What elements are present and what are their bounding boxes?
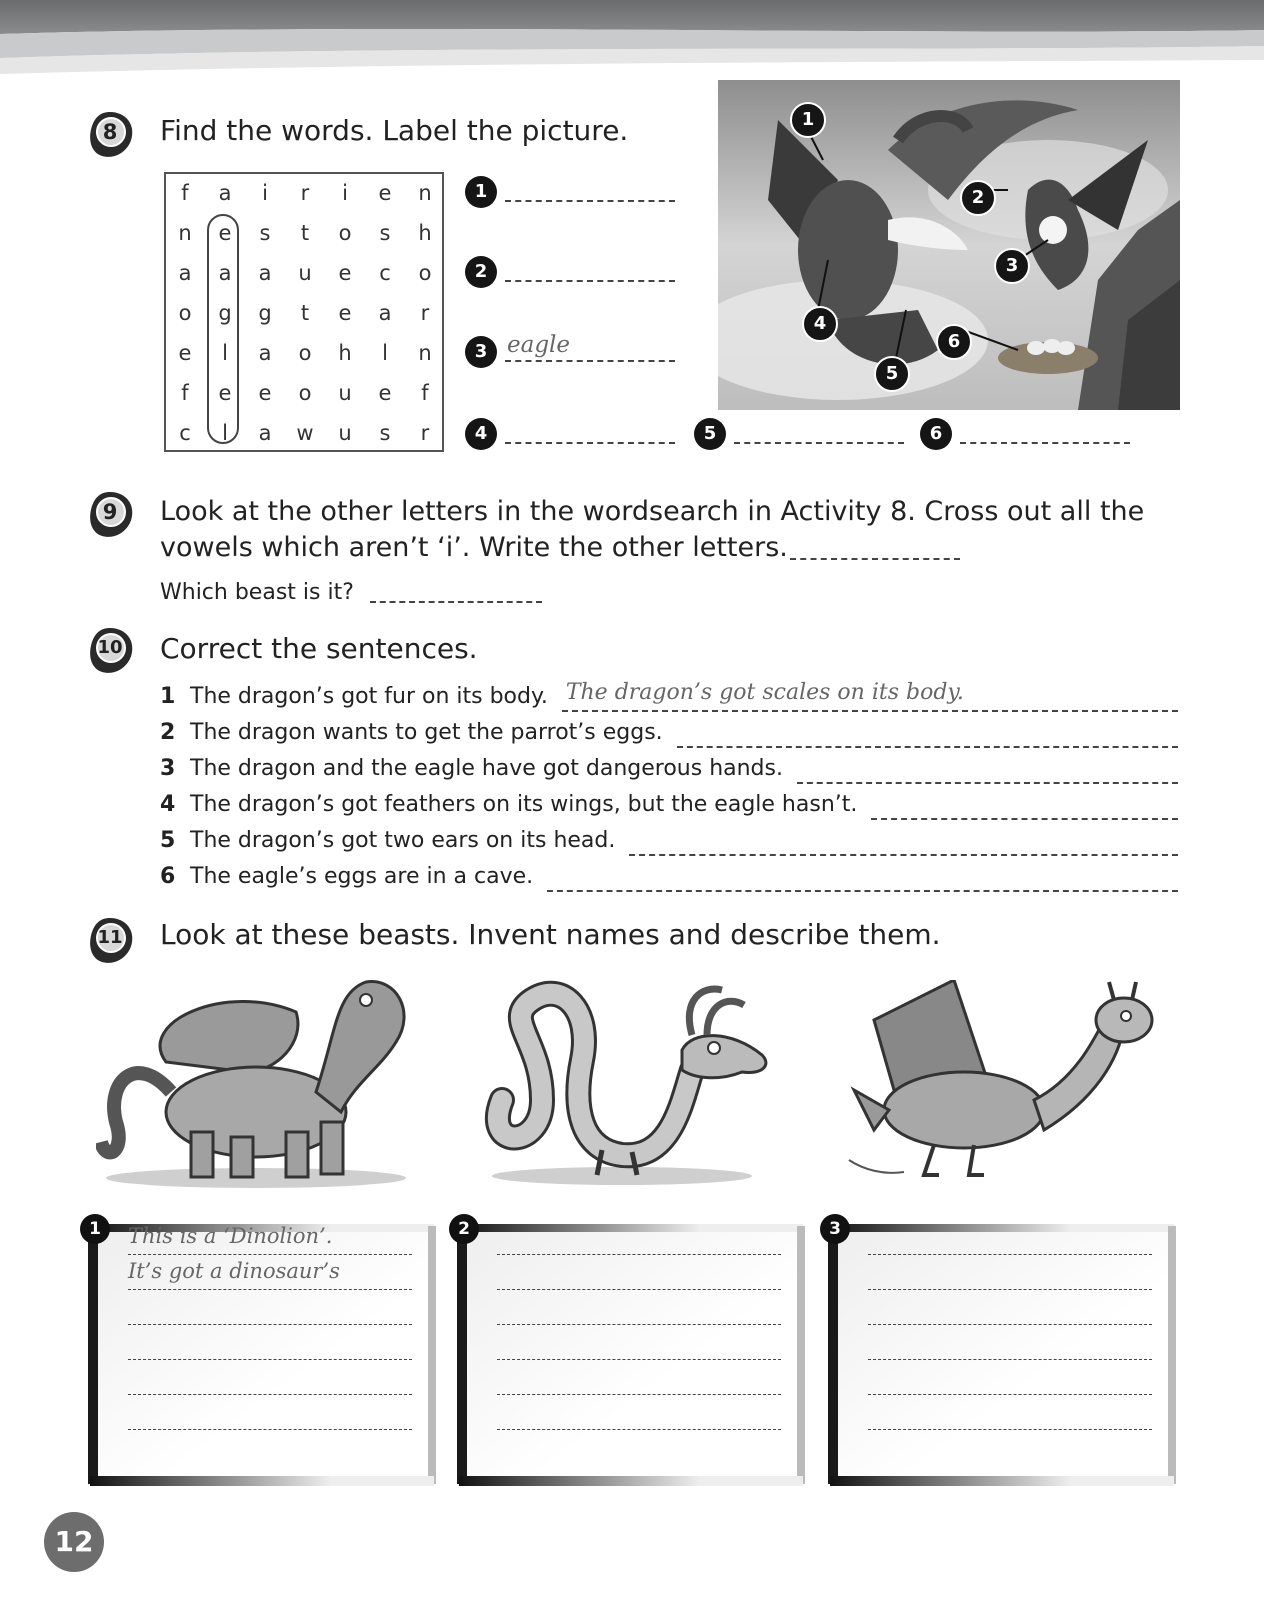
activity-10-title: Correct the sentences. <box>160 632 478 665</box>
picture-marker-6: 6 <box>936 324 972 360</box>
box-writing-line[interactable] <box>128 1324 412 1325</box>
wordsearch-letter: a <box>218 261 232 285</box>
wordsearch-letter: f <box>421 381 429 405</box>
wordsearch-letter: u <box>338 381 352 405</box>
sentence-answer-1: The dragon’s got scales on its body. <box>565 680 964 705</box>
box-writing-line[interactable] <box>497 1324 781 1325</box>
wordsearch-letter: h <box>418 221 432 245</box>
giraffe-bird-illustration <box>844 980 1174 1190</box>
box-writing-line[interactable] <box>497 1429 781 1430</box>
box-writing-line[interactable] <box>497 1254 781 1255</box>
wordsearch-letter: s <box>259 221 271 245</box>
sentence-answer-line-4[interactable] <box>871 818 1178 820</box>
box-handwriting: It’s got a dinosaur’s <box>128 1259 340 1283</box>
wordsearch-letter: n <box>418 341 432 365</box>
sentence-number: 2 <box>160 720 176 745</box>
box-writing-line[interactable] <box>128 1254 412 1255</box>
sentence-5 <box>160 828 615 853</box>
wordsearch-letter: o <box>298 381 312 405</box>
wordsearch-letter: c <box>379 261 391 285</box>
sentence-text: The eagle’s eggs are in a cave. <box>190 864 534 889</box>
wordsearch-letter: e <box>338 301 352 325</box>
activity-10-badge <box>88 626 138 676</box>
activity-9-badge <box>88 490 138 540</box>
box-number-1: 1 <box>80 1214 110 1244</box>
wordsearch-letter: u <box>298 261 312 285</box>
sentence-3 <box>160 756 783 781</box>
wordsearch-letter: a <box>378 301 392 325</box>
box-writing-line[interactable] <box>868 1254 1152 1255</box>
wordsearch-letter: a <box>258 421 272 445</box>
sentence-1 <box>160 684 548 709</box>
wordsearch-letter: t <box>300 221 310 245</box>
wordsearch-letter: a <box>258 341 272 365</box>
label-number-2: 2 <box>465 256 497 288</box>
label-number-6: 6 <box>920 418 952 450</box>
label-number-4: 4 <box>465 418 497 450</box>
activity-10-number: 10 <box>97 637 123 658</box>
wordsearch-letter: o <box>418 261 432 285</box>
label-number-1: 1 <box>465 176 497 208</box>
label-number-5: 5 <box>694 418 726 450</box>
box-number-2: 2 <box>449 1214 479 1244</box>
sentence-answer-line-6[interactable] <box>547 890 1178 892</box>
wordsearch-letter: r <box>300 181 310 205</box>
sentence-text: The dragon wants to get the parrot’s eggs. <box>190 720 663 745</box>
box-number-3: 3 <box>820 1214 850 1244</box>
wordsearch-letter: n <box>178 221 192 245</box>
wordsearch-letter: a <box>178 261 192 285</box>
wordsearch-letter: e <box>258 381 272 405</box>
sentence-number: 5 <box>160 828 176 853</box>
picture-marker-2: 2 <box>960 180 996 216</box>
wordsearch-letter: i <box>342 181 348 205</box>
label-answer-line-5[interactable] <box>734 442 904 444</box>
wordsearch-letter: h <box>338 341 352 365</box>
picture-marker-4: 4 <box>802 306 838 342</box>
wordsearch-letter: o <box>178 301 192 325</box>
wordsearch-letter: s <box>379 421 391 445</box>
page-number: 12 <box>44 1512 104 1572</box>
label-answer-line-4[interactable] <box>505 442 675 444</box>
box-writing-line[interactable] <box>868 1289 1152 1290</box>
activity-8-number: 8 <box>102 120 118 144</box>
wordsearch-letter: t <box>300 301 310 325</box>
wordsearch-letter: e <box>218 381 232 405</box>
activity-9-question: Which beast is it? <box>160 580 354 605</box>
wordsearch-found-word-circle <box>207 214 239 444</box>
box-writing-line[interactable] <box>868 1429 1152 1430</box>
label-answer-line-6[interactable] <box>960 442 1130 444</box>
wordsearch-letter: w <box>296 421 314 445</box>
label-answer-line-2[interactable] <box>505 280 675 282</box>
wordsearch-letter: e <box>378 181 392 205</box>
box-writing-line[interactable] <box>128 1429 412 1430</box>
activity-11-number: 11 <box>97 927 123 948</box>
box-writing-line[interactable] <box>868 1324 1152 1325</box>
activity-8-title: Find the words. Label the picture. <box>160 114 629 147</box>
sentence-text: The dragon and the eagle have got dangerous hands. <box>190 756 783 781</box>
sentence-answer-line-5[interactable] <box>629 854 1178 856</box>
wordsearch-letter: e <box>218 221 232 245</box>
wordsearch-letter: f <box>181 381 189 405</box>
sentence-6 <box>160 864 533 889</box>
sentence-number: 6 <box>160 864 176 889</box>
dinolion-illustration <box>96 972 416 1192</box>
description-box-2 <box>455 1219 807 1488</box>
label-answer-line-1[interactable] <box>505 200 675 202</box>
wordsearch-letter: o <box>298 341 312 365</box>
wordsearch-letter: e <box>378 381 392 405</box>
wordsearch-grid <box>164 172 444 452</box>
header-band <box>0 0 1264 78</box>
label-number-3: 3 <box>465 336 497 368</box>
picture-marker-1: 1 <box>790 102 826 138</box>
wordsearch-letter: a <box>218 181 232 205</box>
wordsearch-letter: l <box>222 341 228 365</box>
sentence-text: The dragon’s got two ears on its head. <box>190 828 616 853</box>
wordsearch-letter: a <box>258 261 272 285</box>
sentence-number: 3 <box>160 756 176 781</box>
activity-9-answer-line[interactable] <box>790 558 960 560</box>
picture-marker-3: 3 <box>994 248 1030 284</box>
wordsearch-letter: e <box>178 341 192 365</box>
wordsearch-letter: r <box>420 301 430 325</box>
sentence-2 <box>160 720 663 745</box>
box-writing-line[interactable] <box>128 1359 412 1360</box>
sentence-number: 4 <box>160 792 176 817</box>
wordsearch-letter: i <box>262 181 268 205</box>
box-writing-line[interactable] <box>868 1394 1152 1395</box>
sentence-text: The dragon’s got feathers on its wings, but the eagle hasn’t. <box>190 792 858 817</box>
label-answer-line-3[interactable] <box>505 360 675 362</box>
activity-8-badge <box>88 110 138 160</box>
wordsearch-letter: e <box>338 261 352 285</box>
box-writing-line[interactable] <box>497 1394 781 1395</box>
activity-9-question-answer-line[interactable] <box>370 601 542 603</box>
wordsearch-letter: g <box>218 301 232 325</box>
wordsearch-letter: n <box>418 181 432 205</box>
sentence-answer-line-3[interactable] <box>797 782 1178 784</box>
wordsearch-letter: s <box>379 221 391 245</box>
dragon-eagle-picture <box>718 80 1180 410</box>
sentence-answer-line-1[interactable] <box>562 710 1178 712</box>
label-answer-3: eagle <box>507 332 571 358</box>
box-writing-line[interactable] <box>128 1394 412 1395</box>
wordsearch-letter: l <box>222 421 228 445</box>
wordsearch-letter: g <box>258 301 272 325</box>
wordsearch-letter: u <box>338 421 352 445</box>
sentence-text: The dragon’s got fur on its body. <box>190 684 548 709</box>
sentence-number: 1 <box>160 684 176 709</box>
wordsearch-letter: f <box>181 181 189 205</box>
box-writing-line[interactable] <box>128 1289 412 1290</box>
box-writing-line[interactable] <box>497 1359 781 1360</box>
description-box-1 <box>86 1219 438 1488</box>
sentence-answer-line-2[interactable] <box>677 746 1178 748</box>
description-box-3 <box>826 1219 1178 1488</box>
box-handwriting: This is a ‘Dinolion’. <box>128 1224 333 1248</box>
activity-9-title-line-1: Look at the other letters in the wordsearch in Activity 8. Cross out all the <box>160 496 1145 527</box>
activity-11-badge <box>88 916 138 966</box>
wordsearch-letter: r <box>420 421 430 445</box>
wordsearch-letter: l <box>382 341 388 365</box>
box-writing-line[interactable] <box>868 1359 1152 1360</box>
wordsearch-letter: c <box>179 421 191 445</box>
picture-marker-5: 5 <box>874 356 910 392</box>
activity-9-number: 9 <box>102 500 118 524</box>
wordsearch-letter: o <box>338 221 352 245</box>
activity-11-title: Look at these beasts. Invent names and describe them. <box>160 918 941 951</box>
activity-9-title-line-2: vowels which aren’t ‘i’. Write the other letters. <box>160 532 788 563</box>
sentence-4 <box>160 792 857 817</box>
box-writing-line[interactable] <box>497 1289 781 1290</box>
snake-goat-illustration <box>482 980 782 1190</box>
